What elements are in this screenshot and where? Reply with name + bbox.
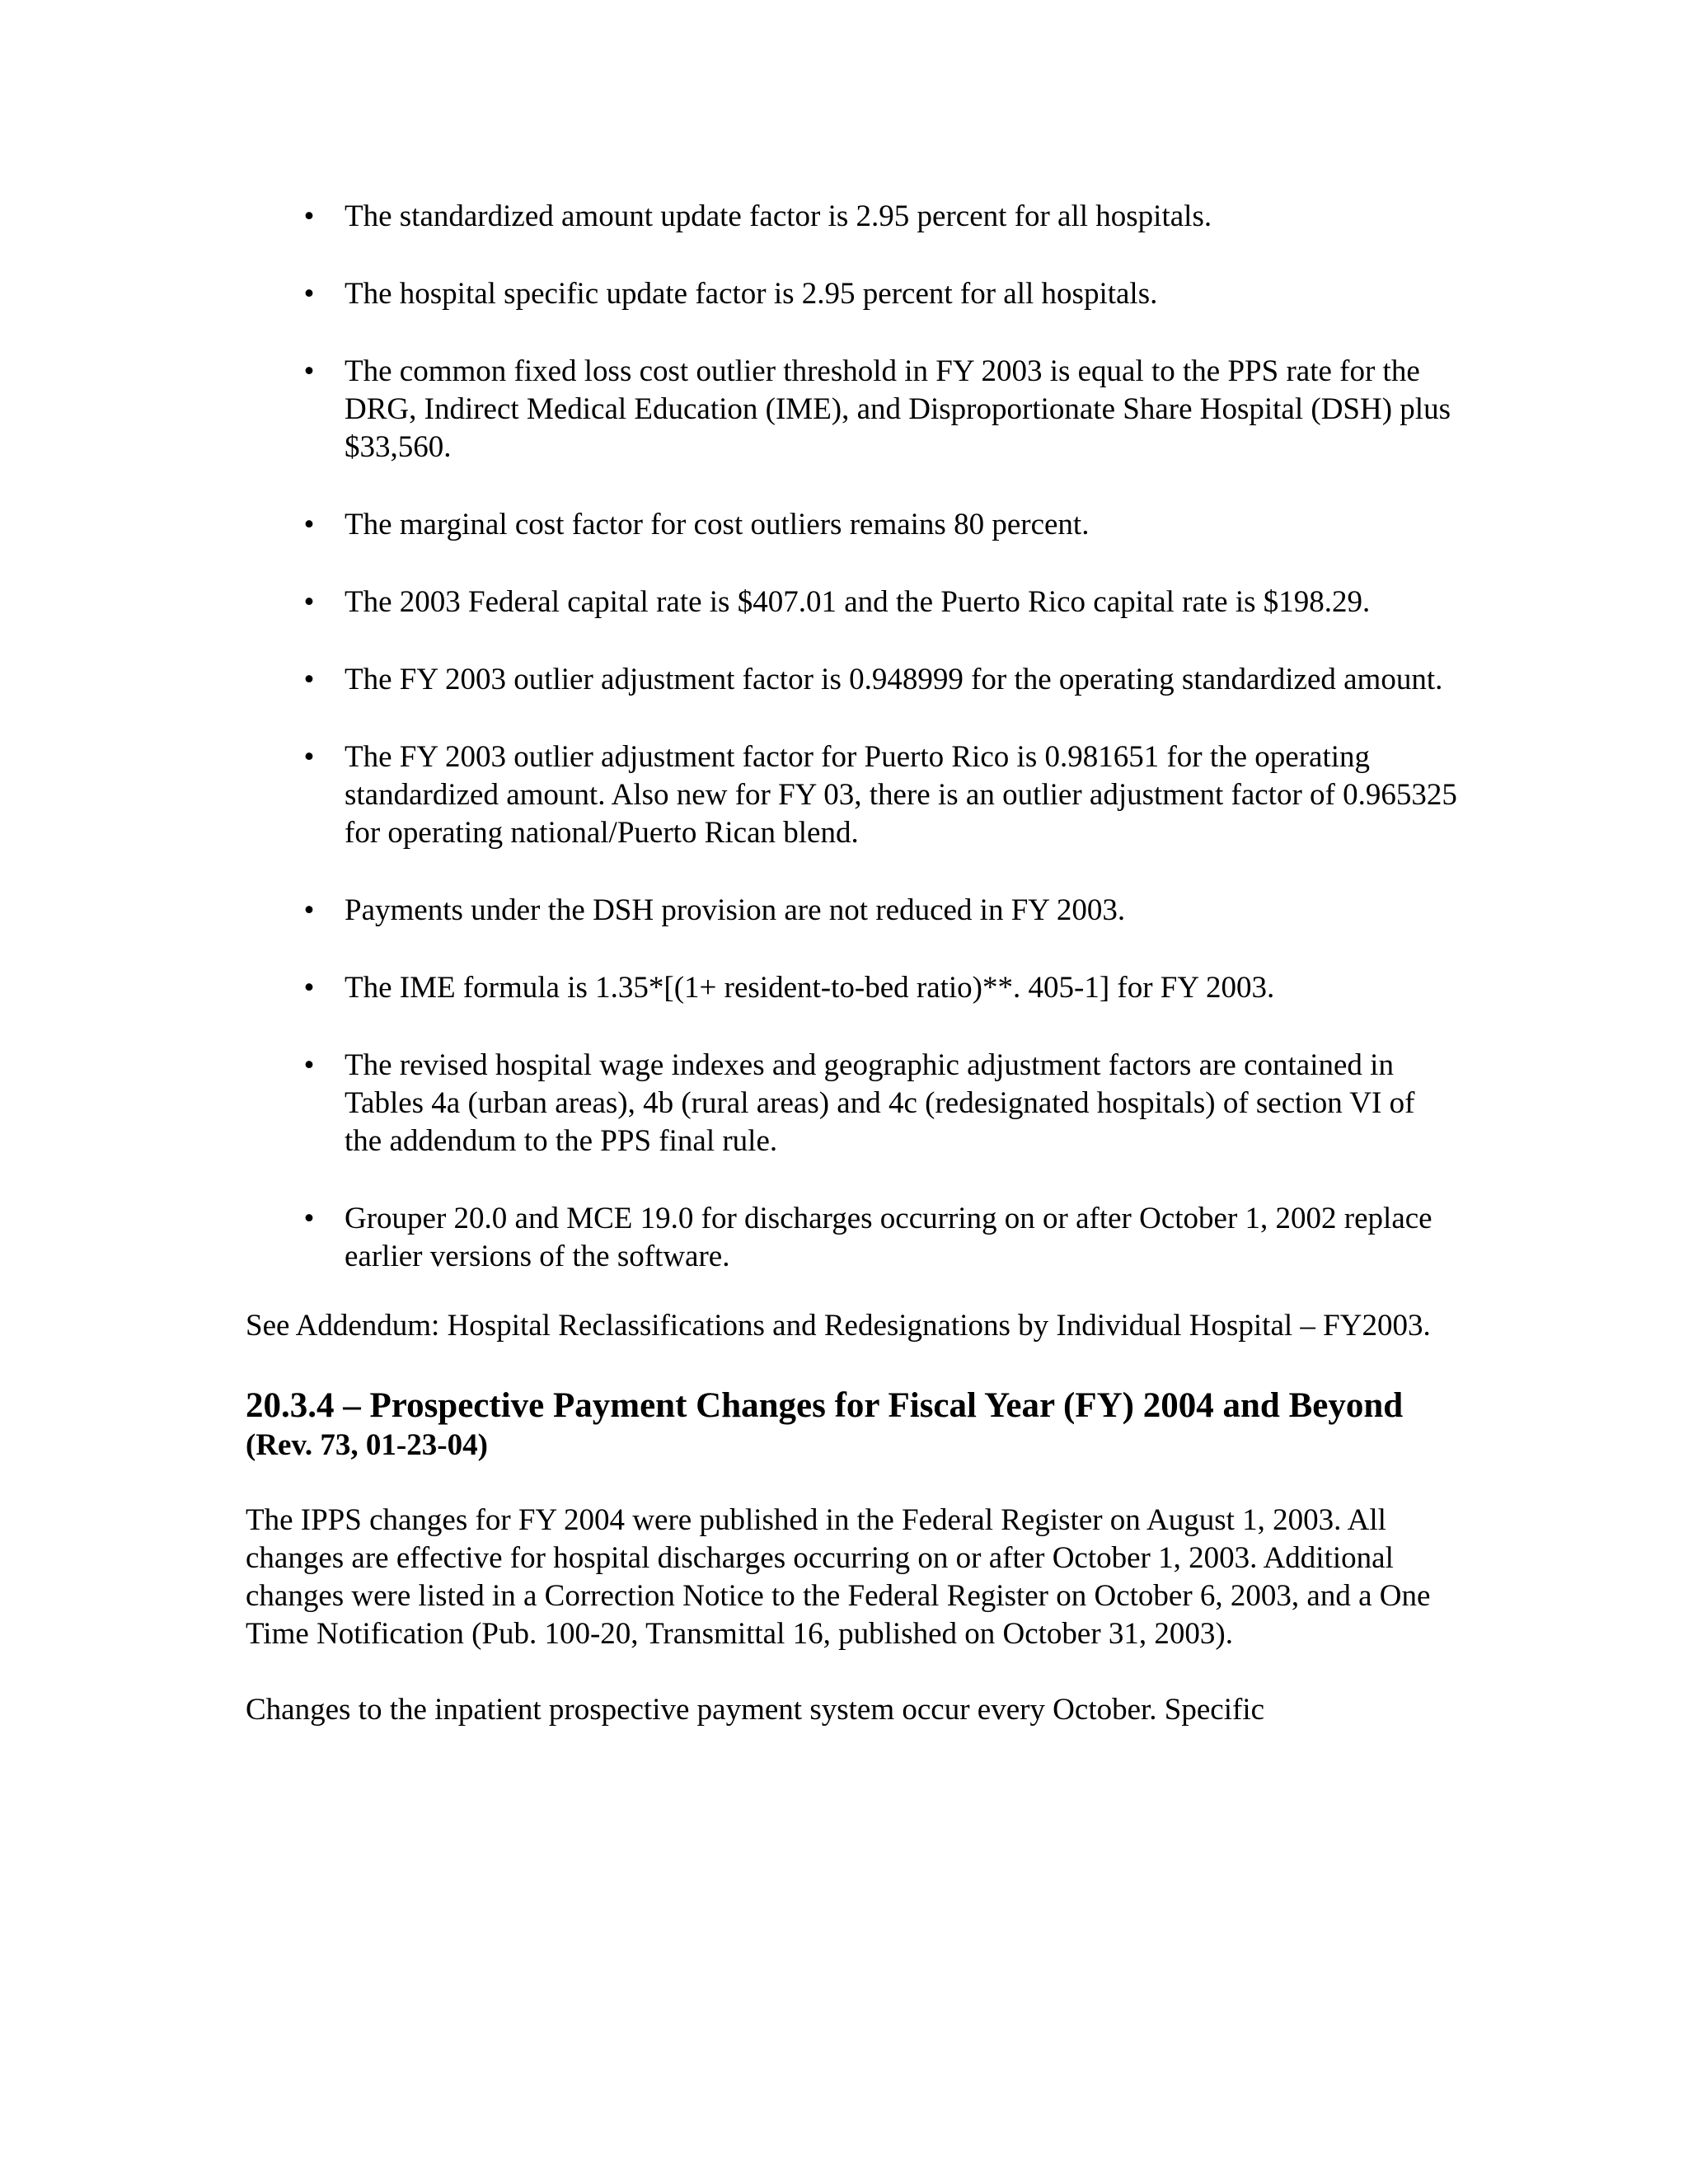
bullet-text: Grouper 20.0 and MCE 19.0 for discharges occurring on or after October 1, 2002 replace earlier versions of the software. <box>345 1202 1432 1273</box>
bullet-text: Payments under the DSH provision are not reduced in FY 2003. <box>345 893 1126 927</box>
bullet-text: The common fixed loss cost outlier threshold in FY 2003 is equal to the PPS rate for the DRG, Indirect Medical Education (IME), and Disproportionate Share Hospital (DSH) plus $33,560. <box>345 354 1451 464</box>
list-item <box>246 198 1457 236</box>
revision-note: (Rev. 73, 01-23-04) <box>246 1428 488 1462</box>
addendum-reference: See Addendum: Hospital Reclassifications and Redesignations by Individual Hospital – FY2003. <box>246 1309 1431 1343</box>
bullet-icon: • <box>303 971 315 1005</box>
bullet-text: The revised hospital wage indexes and geographic adjustment factors are contained in Tables 4a (urban areas), 4b (rural areas) and 4c (redesignated hospitals) of section VI of the addendum to the PPS final rule. <box>345 1048 1415 1158</box>
bullet-icon: • <box>303 1048 315 1082</box>
document-page <box>246 198 1457 1729</box>
bullet-text: The IME formula is 1.35*[(1+ resident-to-bed ratio)**. 405-1] for FY 2003. <box>345 971 1275 1005</box>
bullet-text: The hospital specific update factor is 2.95 percent for all hospitals. <box>345 277 1158 311</box>
list-item <box>246 275 1457 313</box>
bullet-icon: • <box>303 508 315 541</box>
body-paragraph: Changes to the inpatient prospective payment system occur every October. Specific <box>246 1693 1265 1727</box>
bullet-icon: • <box>303 740 315 774</box>
list-item <box>246 661 1457 699</box>
bullet-icon: • <box>303 585 315 619</box>
bullet-text: The standardized amount update factor is 2.95 percent for all hospitals. <box>345 199 1212 233</box>
bullet-icon: • <box>303 354 315 388</box>
list-item <box>246 892 1457 930</box>
list-item <box>246 583 1457 621</box>
bullet-text: The marginal cost factor for cost outliers remains 80 percent. <box>345 508 1090 541</box>
list-item <box>246 738 1457 852</box>
bullet-text: The 2003 Federal capital rate is $407.01 and the Puerto Rico capital rate is $198.29. <box>345 585 1371 619</box>
bullet-list <box>246 198 1457 1276</box>
bullet-text: The FY 2003 outlier adjustment factor for Puerto Rico is 0.981651 for the operating standardized amount. Also new for FY 03, there is an outlier adjustment factor of 0.965325 for operating national/Puerto Rican blend. <box>345 740 1457 850</box>
list-item <box>246 353 1457 466</box>
list-item <box>246 1047 1457 1160</box>
bullet-icon: • <box>303 1202 315 1235</box>
body-paragraph: The IPPS changes for FY 2004 were published in the Federal Register on August 1, 2003. All changes are effective for hospital discharges occurring on or after October 1, 2003. Additional changes were listed in a Correction Notice to the Federal Register on October 6, 2003, and a One Time Notification (Pub. 100-20, Transmittal 16, published on October 31, 2003). <box>246 1503 1431 1651</box>
bullet-icon: • <box>303 277 315 311</box>
bullet-icon: • <box>303 199 315 233</box>
list-item <box>246 506 1457 544</box>
section-heading: 20.3.4 – Prospective Payment Changes for Fiscal Year (FY) 2004 and Beyond <box>246 1386 1404 1425</box>
list-item <box>246 969 1457 1007</box>
bullet-icon: • <box>303 663 315 696</box>
list-item <box>246 1200 1457 1276</box>
bullet-text: The FY 2003 outlier adjustment factor is 0.948999 for the operating standardized amount. <box>345 663 1443 696</box>
bullet-icon: • <box>303 893 315 927</box>
